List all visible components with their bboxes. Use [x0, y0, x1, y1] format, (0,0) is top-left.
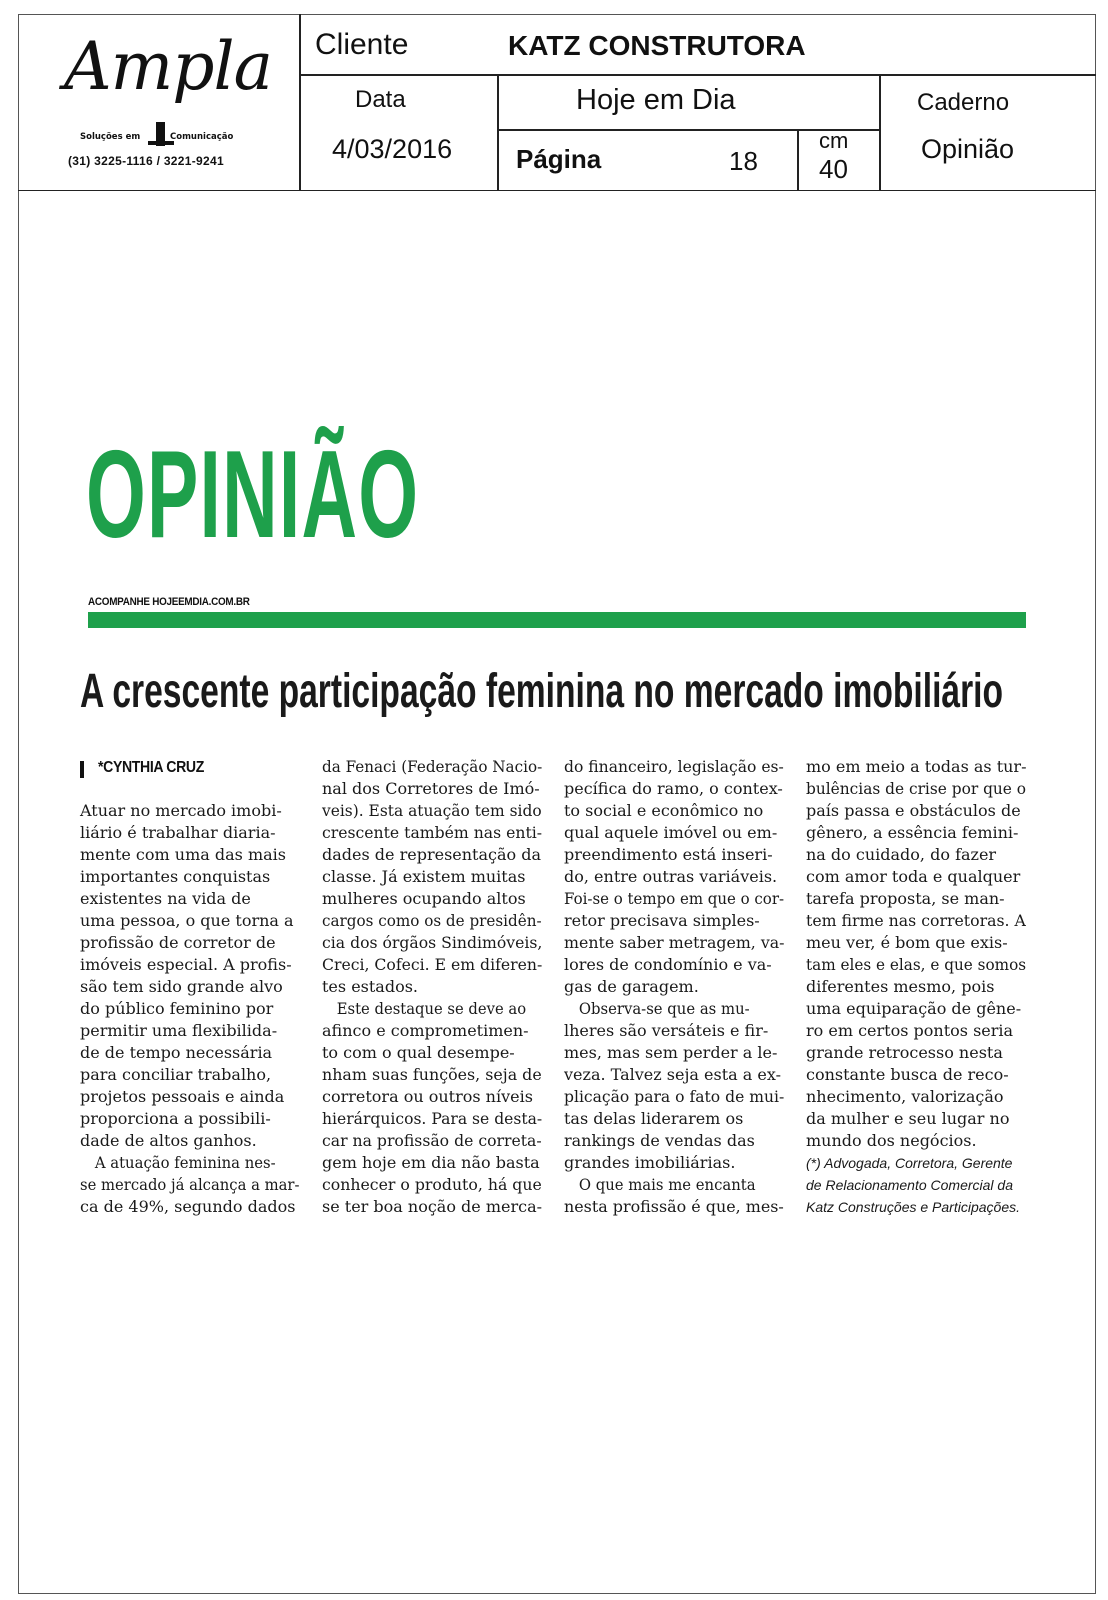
byline-marker: [80, 761, 84, 778]
article-line: afinco e comprometimen-: [322, 1021, 529, 1040]
article-line: pecífica do ramo, o contex-: [564, 779, 783, 798]
article-line: mundo dos negócios.: [806, 1131, 977, 1150]
article-line: dade de altos ganhos.: [80, 1131, 257, 1150]
section-rule: [88, 612, 1026, 628]
author-footnote: (*) Advogada, Corretora, Gerente: [806, 1155, 1013, 1171]
article-line: dades de representação da: [322, 845, 542, 864]
article-line: país passa e obstáculos de: [806, 801, 1021, 820]
article-line: car na profissão de correta-: [322, 1131, 542, 1150]
article-line: uma equiparação de gêne-: [806, 999, 1022, 1018]
logo-tagline: Comunicação: [170, 132, 234, 142]
article-line: nham suas funções, seja de: [322, 1065, 542, 1084]
article-line: projetos pessoais e ainda: [80, 1087, 285, 1106]
article-line: constante busca de reco-: [806, 1065, 1009, 1084]
article-line: do, entre outras variáveis.: [564, 867, 778, 886]
article-line: grande retrocesso nesta: [806, 1043, 1003, 1062]
article-line: mente com uma das mais: [80, 845, 286, 864]
author-footnote: de Relacionamento Comercial da: [806, 1177, 1013, 1193]
article-line: tas delas liderarem os: [564, 1109, 744, 1128]
article-line: rankings de vendas das: [564, 1131, 755, 1150]
article-line: nesta profissão é que, mes-: [564, 1197, 784, 1216]
article-line: de de tempo necessária: [80, 1043, 273, 1062]
article-column-3: [564, 756, 784, 1218]
article-line: nhecimento, valorização: [806, 1087, 1004, 1106]
article-line: Foi-se o tempo em que o cor-: [564, 889, 785, 908]
article-line: gênero, a essência femini-: [806, 823, 1019, 842]
section-title: OPINIÃO: [86, 426, 420, 564]
article-line: nal dos Corretores de Imó-: [322, 779, 540, 798]
divider: [797, 130, 799, 191]
divider: [299, 74, 1096, 76]
article-line: imóveis especial. A profis-: [80, 955, 292, 974]
article-line: ca de 49%, segundo dados: [80, 1197, 296, 1216]
section-value: Opinião: [921, 134, 1015, 164]
article-line: qual aquele imóvel ou em-: [564, 823, 778, 842]
article-line: se mercado já alcança a mar-: [80, 1175, 300, 1194]
article-line: tes estados.: [322, 977, 419, 996]
article-line: lores de condomínio e va-: [564, 955, 772, 974]
article-line: mulheres ocupando altos: [322, 889, 526, 908]
article-line: são tem sido grande alvo: [80, 977, 283, 996]
article-line: grandes imobiliárias.: [564, 1153, 736, 1172]
logo-wordmark: Ampla: [64, 28, 272, 105]
article-line: tam eles e elas, e que somos: [806, 955, 1027, 974]
article-line: classe. Já existem muitas: [322, 867, 526, 886]
article-line: tem firme nas corretoras. A: [806, 911, 1026, 930]
article-column-1: [80, 800, 300, 1218]
article-column-4: [806, 756, 1026, 1218]
article-line: veis). Esta atuação tem sido: [322, 801, 542, 820]
article-line: mes, mas sem perder a le-: [564, 1043, 778, 1062]
article-line: gem hoje em dia não basta: [322, 1153, 540, 1172]
page-value: 18: [729, 146, 758, 176]
article-line: Observa-se que as mu-: [578, 999, 750, 1018]
article-line: lheres são versáteis e fir-: [564, 1021, 769, 1040]
article-line: tarefa proposta, se man-: [806, 889, 1005, 908]
article-line: conhecer o produto, há que: [322, 1175, 542, 1194]
section-label: Caderno: [917, 89, 1010, 116]
article-line: proporciona a possibili-: [80, 1109, 271, 1128]
article-line: plicação para o fato de mui-: [564, 1087, 785, 1106]
logo-tagline: Soluções em: [80, 132, 141, 142]
article-line: importantes conquistas: [80, 867, 271, 886]
article-line: meu ver, é bom que exis-: [806, 933, 1008, 952]
agency-logo: [18, 14, 305, 191]
cm-label: cm: [819, 128, 849, 153]
article-line: A atuação feminina nes-: [94, 1153, 276, 1172]
article-line: se ter boa noção de merca-: [322, 1197, 543, 1216]
agency-phone: (31) 3225-1116 / 3221-9241: [68, 154, 224, 168]
article-line: da Fenaci (Federação Nacio-: [322, 757, 543, 776]
site-url: ACOMPANHE HOJEEMDIA.COM.BR: [88, 596, 250, 608]
article-line: preendimento está inseri-: [564, 845, 773, 864]
author-footnote: Katz Construções e Participações.: [806, 1199, 1020, 1215]
client-name: KATZ CONSTRUTORA: [508, 30, 806, 61]
date-label: Data: [355, 86, 406, 113]
article-line: cia dos órgãos Sindimóveis,: [322, 933, 543, 952]
article-line: do público feminino por: [80, 999, 274, 1018]
article-line: uma pessoa, o que torna a: [80, 911, 294, 930]
article-line: ro em certos pontos seria: [806, 1021, 1014, 1040]
article-line: mo em meio a todas as tur-: [806, 757, 1027, 776]
article-line: corretora ou outros níveis: [322, 1087, 533, 1106]
article-line: gas de garagem.: [564, 977, 699, 996]
page-label: Página: [516, 144, 602, 174]
divider: [879, 75, 881, 191]
article-line: hierárquicos. Para se desta-: [322, 1109, 543, 1128]
article-line: existentes na vida de: [80, 889, 251, 908]
article-line: profissão de corretor de: [80, 933, 276, 952]
article-line: do financeiro, legislação es-: [564, 757, 784, 776]
article-line: cargos como os de presidên-: [322, 911, 542, 930]
article-line: bulências de crise por que o: [806, 779, 1027, 798]
article-byline: *CYNTHIA CRUZ: [98, 759, 204, 776]
article-line: mente saber metragem, va-: [564, 933, 785, 952]
article-line: Creci, Cofeci. E em diferen-: [322, 955, 543, 974]
article-line: retor precisava simples-: [564, 911, 760, 930]
article-line: O que mais me encanta: [578, 1175, 756, 1194]
divider: [497, 75, 499, 191]
article-line: crescente também nas enti-: [322, 823, 543, 842]
article-line: Este destaque se deve ao: [336, 999, 527, 1018]
vehicle-name: Hoje em Dia: [576, 84, 736, 116]
article-line: permitir uma flexibilida-: [80, 1021, 278, 1040]
article-line: to social e econômico no: [564, 801, 764, 820]
article-line: liário é trabalhar diaria-: [80, 823, 276, 842]
article-line: to com o qual desempe-: [322, 1043, 515, 1062]
article-line: da mulher e seu lugar no: [806, 1109, 1010, 1128]
article-column-2: [322, 756, 542, 1218]
article-line: Atuar no mercado imobi-: [80, 801, 282, 820]
article-line: com amor toda e qualquer: [806, 867, 1021, 886]
article-line: na do cuidado, do fazer: [806, 845, 997, 864]
date-value: 4/03/2016: [332, 134, 453, 164]
cm-value: 40: [819, 154, 848, 184]
article-headline: A crescente participação feminina no mercado imobiliário: [80, 665, 1004, 718]
client-label: Cliente: [315, 28, 409, 61]
clipping-header: [18, 14, 1096, 191]
article-line: diferentes mesmo, pois: [806, 977, 995, 996]
article-line: para conciliar trabalho,: [80, 1065, 272, 1084]
article-line: veza. Talvez seja esta a ex-: [564, 1065, 781, 1084]
